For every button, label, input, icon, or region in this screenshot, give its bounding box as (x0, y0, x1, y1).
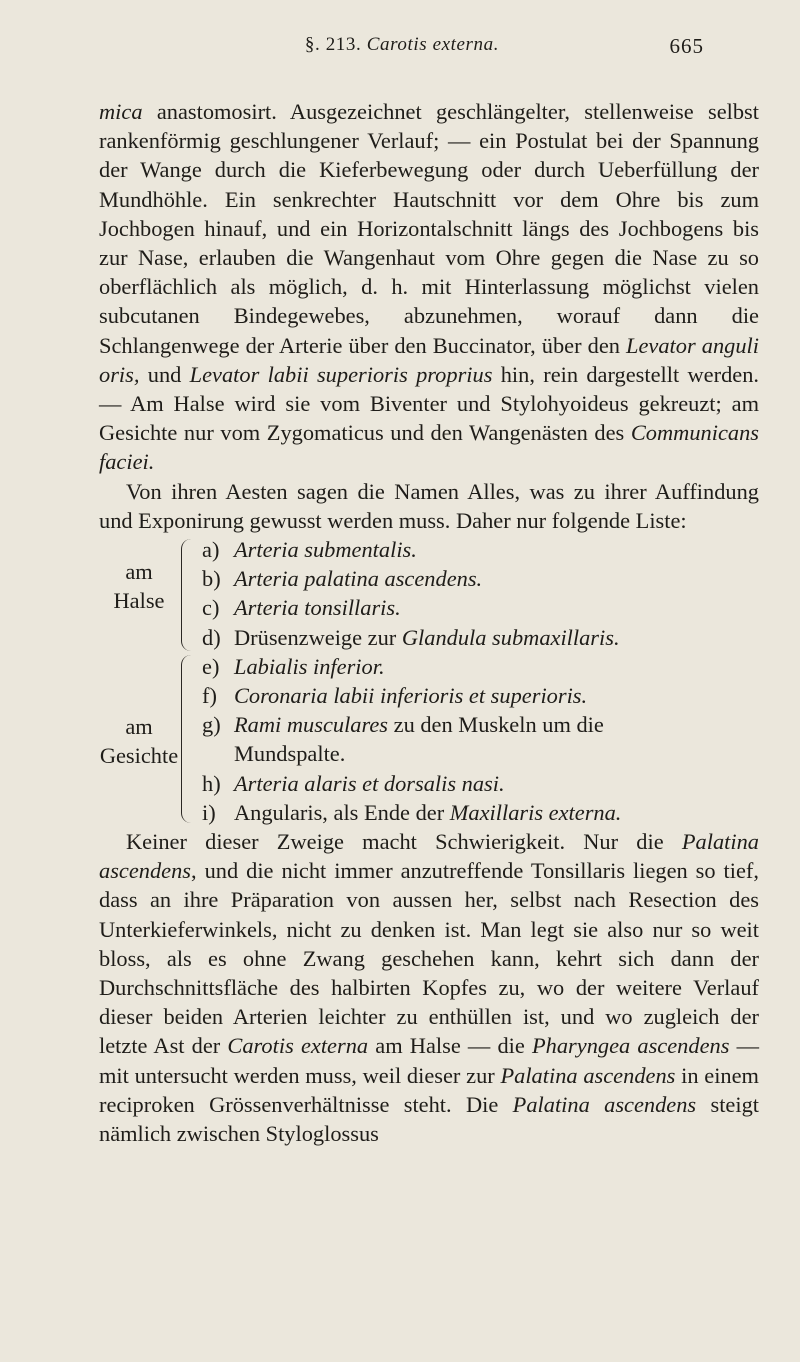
italic-term: Levator labii superioris proprius (189, 361, 493, 387)
list-marker: f) (202, 683, 217, 709)
list-item (202, 623, 759, 652)
italic-term: Levator anguli oris, (99, 332, 759, 387)
brace-gesichte (181, 655, 191, 823)
list-item (202, 769, 759, 798)
text-run: Angularis, als Ende der (234, 799, 450, 825)
header-title (100, 34, 704, 56)
text-run: steigt nämlich zwischen Styloglossus (99, 1091, 760, 1147)
italic-term: Arteria tonsillaris. (234, 595, 401, 621)
list-marker: e) (202, 653, 220, 679)
brace-halse (181, 539, 191, 651)
italic-term: Palatina ascendens (99, 829, 759, 884)
body-text (99, 97, 759, 1148)
italic-term: Pharyngea ascendens (531, 1033, 730, 1059)
group-label-line: Halse (113, 588, 165, 614)
text-run: zu den Muskeln um die (388, 712, 604, 738)
text-run: Drüsenzweige zur (234, 624, 402, 650)
list-marker: c) (202, 595, 220, 621)
list-items (202, 535, 759, 827)
group-label-halse (99, 557, 179, 615)
group-label-line: Gesichte (99, 743, 179, 769)
italic-term: Labialis inferior. (234, 653, 385, 679)
italic-term: Communicans faciei. (99, 420, 759, 475)
list-item (202, 652, 759, 681)
list-marker: d) (202, 624, 221, 650)
italic-term: Glandula submaxillaris. (401, 624, 620, 650)
text-run: , und die nicht immer anzutreffende Tonsillaris liegen so tief, dass an ihre Präparation von aussen her, selbst nach Resection des Unterkieferwinkels, nicht zu denken ist. Man legt sie also nur so weit bloss, als es ohne Zwang geschehen kann, kehrt sich dann der Durchschnittsfläche des halbirten Kopfes zu, wo der weitere Verlauf dieser beiden Arterien leichter zu enthüllen ist, und wo zugleich der letzte Ast der (99, 858, 759, 1059)
list-marker: g) (202, 712, 221, 738)
italic-term: Rami musculares (234, 712, 389, 738)
paragraph-3 (99, 827, 759, 1148)
italic-term: Carotis externa (227, 1033, 369, 1059)
list-item (202, 681, 759, 710)
text-run: und (139, 361, 190, 387)
list-item (202, 564, 759, 593)
italic-term: Coronaria labii inferioris et superioris. (234, 683, 588, 709)
list-item (202, 535, 759, 564)
list-item (202, 798, 759, 827)
text-run: in einem reciproken Grössenverhältnisse steht. Die (99, 1062, 759, 1117)
running-header (100, 34, 704, 64)
group-label-gesichte (99, 712, 179, 770)
header-topic: Carotis externa. (366, 34, 500, 55)
text-run: hin, rein dargestellt werden. — Am Halse wird sie vom Biventer und Stylohyoideus gekreuzt; am Gesichte nur vom Zygomaticus und den Wangenästen des (99, 361, 760, 446)
list-item-continuation: Mundspalte. (234, 741, 346, 767)
italic-term: Arteria palatina ascendens. (234, 566, 483, 592)
paragraph-1 (99, 97, 759, 477)
branch-list (99, 535, 759, 827)
list-item (202, 593, 759, 622)
list-marker: i) (202, 799, 216, 825)
text-run: am Halse — die (368, 1033, 532, 1059)
text-run: — mit untersucht werden muss, weil dieser zur (99, 1033, 759, 1088)
italic-term: mica (99, 99, 143, 124)
italic-term: Palatina ascendens (500, 1062, 676, 1088)
italic-term: Arteria alaris et dorsalis nasi. (234, 770, 505, 796)
italic-term: Maxillaris externa. (449, 799, 622, 825)
italic-term: Palatina ascendens (512, 1091, 697, 1117)
list-item (202, 710, 759, 768)
paragraph-2: Von ihren Aesten sagen die Namen Alles, was zu ihrer Auffindung und Exponirung gewusst werden muss. Daher nur folgende Liste: (99, 478, 759, 533)
list-marker: h) (202, 770, 221, 796)
list-marker: b) (202, 566, 221, 592)
group-label-line: am (125, 559, 153, 585)
text-run: Keiner dieser Zweige macht Schwierigkeit. Nur die (126, 829, 682, 855)
list-marker: a) (202, 537, 220, 563)
italic-term: Arteria submentalis. (234, 537, 417, 563)
text-run: anastomosirt. Ausgezeichnet geschlängelter, stellenweise selbst rankenförmig geschlungener Verlauf; — ein Postulat bei der Spannung der Wange durch die Kieferbewegung oder durch Ueberfüllung der Mundhöhle. Ein senkrechter Hautschnitt vor dem Ohre bis zum Jochbogen hinauf, und ein Horizontalschnitt längs des Jochbogens bis zur Nase, erlauben die Wangenhaut vom Ohre gegen die Nase zu so oberflächlich als möglich, d. h. mit Hinterlassung möglichst vielen subcutanen Bindegewebes, abzunehmen, worauf dann die Schlangenwege der Arterie über den Buccinator, über den (99, 99, 759, 358)
page-number: 665 (669, 34, 704, 58)
group-label-line: am (125, 714, 153, 740)
header-section: §. 213. (304, 34, 362, 55)
